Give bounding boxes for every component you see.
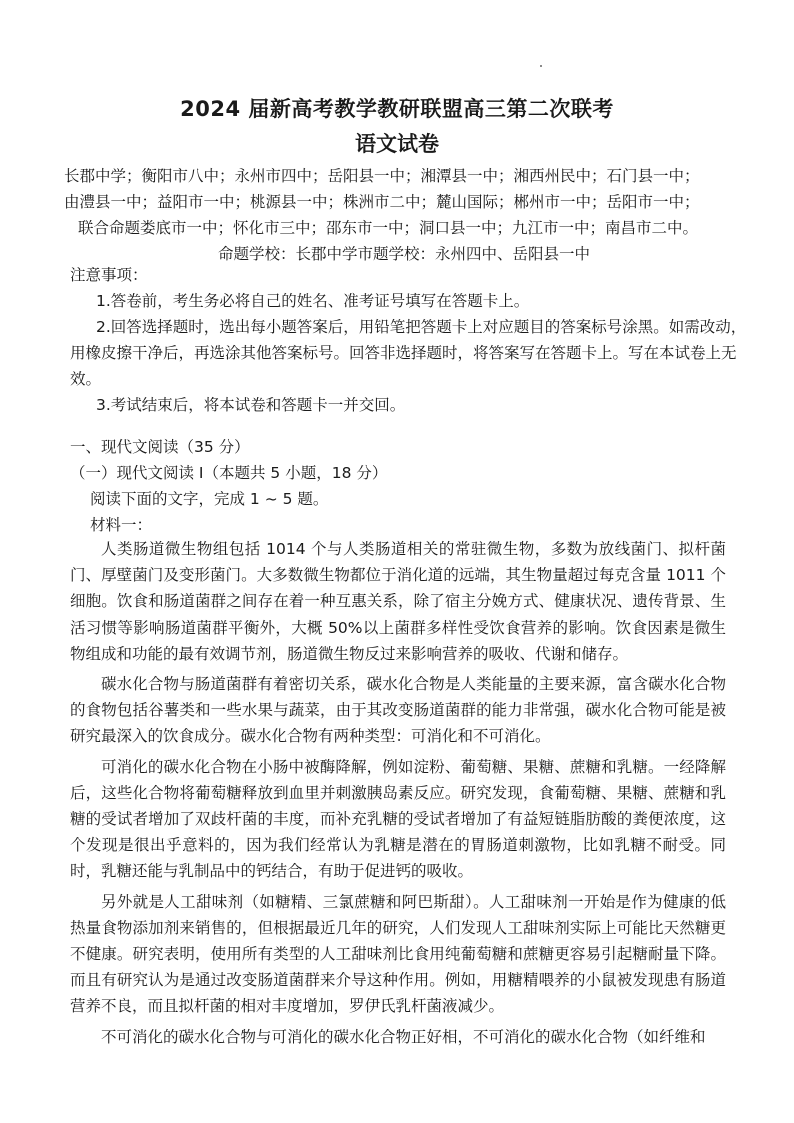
- notice-heading: 注意事项：: [70, 266, 148, 284]
- school-line-4: 命题学校：长郡中学市题学校：永州四中、岳阳县一中: [217, 245, 590, 263]
- passage-paragraph-2: 碳水化合物与肠道菌群有着密切关系，碳水化合物是人类能量的主要来源，富含碳水化合物的食物包括谷薯类和一些水果与蔬菜，由于其改变肠道菌群的能力非常强，碳水化合物可能是被研究最深入的饮食成分。碳水化合物有两种类型：可消化和不可消化。: [70, 675, 726, 746]
- notice-item-1: 1.答卷前，考生务必将自己的姓名、准考证号填写在答题卡上。: [96, 292, 530, 310]
- school-line-3: 联合命题娄底市一中；怀化市三中；邵东市一中；洞口县一中；九江市一中；南昌市二中。: [78, 219, 699, 237]
- school-list: [64, 163, 744, 267]
- notice-item-3: 3.考试结束后，将本试卷和答题卡一并交回。: [96, 396, 406, 414]
- material-label: 材料一：: [90, 516, 153, 534]
- section-heading: 一、现代文阅读（35 分）: [70, 438, 250, 456]
- scan-speck: [540, 65, 542, 67]
- passage-paragraph-3: 可消化的碳水化合物在小肠中被酶降解，例如淀粉、葡萄糖、果糖、蔗糖和乳糖。一经降解后，这些化合物将葡萄糖释放到血里并刺激胰岛素反应。研究发现，食葡萄糖、果糖、蔗糖和乳糖的受试者增加了双歧杆菌的丰度，而补充乳糖的受试者增加了有益短链脂肪酸的粪便浓度，这个发现是很出乎意料的，因为我们经常认为乳糖是潜在的胃肠道刺激物，比如乳糖不耐受。同时，乳糖还能与乳制品中的钙结合，有助于促进钙的吸收。: [70, 757, 726, 881]
- section-instruction: 阅读下面的文字，完成 1 ~ 5 题。: [90, 490, 329, 508]
- exam-subtitle: 语文试卷: [355, 132, 439, 156]
- passage-paragraph-5: 不可消化的碳水化合物与可消化的碳水化合物正好相，不可消化的碳水化合物（如纤维和: [101, 1027, 706, 1046]
- passage-paragraph-1: 人类肠道微生物组包括 1014 个与人类肠道相关的常驻微生物，多数为放线菌门、拟杆菌门、厚壁菌门及变形菌门。大多数微生物都位于消化道的远端，其生物量超过每克含量 1011 个细胞。饮食和肠道菌群之间存在着一种互惠关系，除了宿主分娩方式、健康状况、遗传背景、生活习惯等影响肠道菌群平衡外，大概 50%以上菌群多样性受饮食营养的影响。饮食因素是微生物组成和功能的最有效调节剂，肠道微生物反过来影响营养的吸收、代谢和储存。: [70, 540, 726, 663]
- section-subheading: （一）现代文阅读 I（本题共 5 小题，18 分）: [70, 464, 388, 482]
- notice-block: [70, 262, 750, 418]
- passage-paragraph-4: 另外就是人工甜味剂（如糖精、三氯蔗糖和阿巴斯甜）。人工甜味剂一开始是作为健康的低热量食物添加剂来销售的，但根据最近几年的研究，人们发现人工甜味剂实际上可能比天然糖更不健康。研究表明，使用所有类型的人工甜味剂比食用纯葡萄糖和蔗糖更容易引起糖耐量下降。而且有研究认为是通过改变肠道菌群来介导这种作用。例如，用糖精喂养的小鼠被发现患有肠道营养不良，而且拟杆菌的相对丰度增加，罗伊氏乳杆菌液减少。: [70, 892, 726, 1016]
- school-line-2: 由澧县一中；益阳市一中；桃源县一中；株洲市二中；麓山国际；郴州市一中；岳阳市一中；: [64, 193, 700, 211]
- section-header: [70, 434, 750, 538]
- reading-passage: [70, 536, 726, 1054]
- exam-title: 2024 届新高考教学教研联盟高三第二次联考: [180, 97, 614, 121]
- notice-item-2: 2.回答选择题时，选出每小题答案后，用铅笔把答题卡上对应题目的答案标号涂黑。如需改动，用橡皮擦干净后，再选涂其他答案标号。回答非选择题时，将答案写在答题卡上。写在本试卷上无效。: [70, 318, 747, 388]
- school-line-1: 长郡中学；衡阳市八中；永州市四中；岳阳县一中；湘潭县一中；湘西州民中；石门县一中；: [64, 167, 700, 185]
